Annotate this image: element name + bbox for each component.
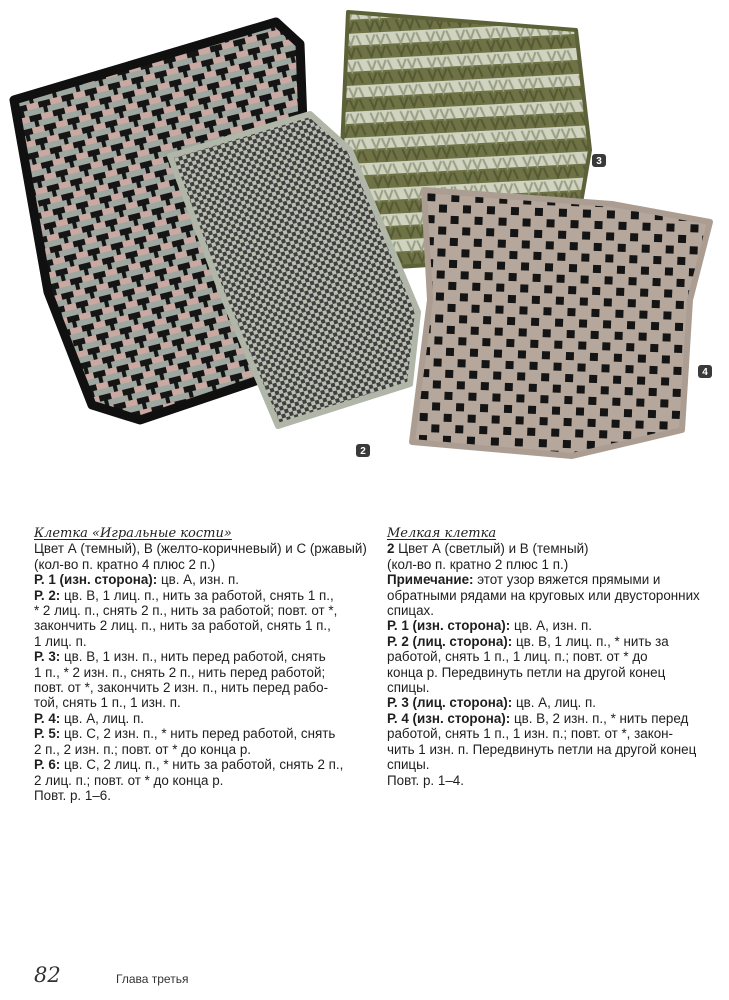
row-label: 2 [387,541,395,557]
row-label: Р. 3 (лиц. сторона): [387,695,513,711]
small-check-lines [387,541,722,788]
instruction-line [387,665,722,680]
small-check-instructions [387,526,722,788]
instruction-line [387,603,722,618]
line-text: цв. С, 2 лиц. п., * нить за работой, снять 2 п., [60,757,344,773]
instruction-line [34,726,374,741]
row-label: Р. 4: [34,710,61,726]
line-text: Цвет А (светлый) и В (темный) [394,541,589,557]
badge-2 [356,444,370,457]
instruction-line [34,742,374,757]
svg-text:3: 3 [596,156,602,167]
instruction-line [34,649,374,664]
instruction-line [387,757,722,772]
line-text: цв. А, лиц. п. [60,710,144,726]
row-label: Р. 1 (изн. сторона): [387,618,511,634]
small-check-title: Мелкая клетка [387,526,497,541]
line-text: цв. В, 1 лиц. п., нить за работой, снять 1 п., [60,587,334,603]
line-text: Повт. р. 1–4. [387,772,464,788]
line-text: конца р. Передвинуть петли на другой конец [387,664,666,680]
row-label: Р. 4 (изн. сторона): [387,710,511,726]
instruction-line [34,695,374,710]
row-label: Примечание: [387,572,474,588]
instruction-line [387,742,722,757]
line-text: Цвет А (темный), В (желто-коричневый) и С (ржавый) [34,541,367,557]
row-label: Р. 1 (изн. сторона): [34,572,158,588]
line-text: этот узор вяжется прямыми и [473,572,661,588]
badge-4 [698,365,712,378]
line-text: цв. В, 1 лиц. п., * нить за [512,633,669,649]
line-text: цв. В, 1 изн. п., нить перед работой, снять [60,649,326,665]
line-text: (кол-во п. кратно 2 плюс 1 п.) [387,556,569,572]
instruction-line [387,634,722,649]
line-text: работой, снять 1 п., 1 изн. п.; повт. от *, закон- [387,726,674,742]
instruction-line [387,541,722,556]
instruction-line [34,541,374,556]
instruction-line [387,588,722,603]
row-label: Р. 3: [34,649,61,665]
line-text: (кол-во п. кратно 4 плюс 2 п.) [34,556,216,572]
black-beige-check-swatch [412,190,710,456]
instruction-line [387,649,722,664]
line-text: спицах. [387,603,434,619]
line-text: Повт. р. 1–6. [34,787,111,803]
dice-check-lines [34,541,374,803]
line-text: 2 лиц. п.; повт. от * до конца р. [34,772,224,788]
instruction-line [387,680,722,695]
instruction-line [387,726,722,741]
instruction-line [34,757,374,772]
line-text: цв. А, изн. п. [510,618,592,634]
instruction-line [387,618,722,633]
line-text: * 2 лиц. п., снять 2 п., нить за работой; повт. от *, [34,603,338,619]
chapter-title: Глава третья [116,972,189,986]
instruction-line [34,711,374,726]
instruction-line [34,618,374,633]
row-label: Р. 2 (лиц. сторона): [387,633,513,649]
line-text: работой, снять 1 п., 1 лиц. п.; повт. от * до [387,649,648,665]
instruction-line [34,773,374,788]
line-text: цв. В, 2 изн. п., * нить перед [510,710,689,726]
line-text: 1 п., * 2 изн. п., снять 2 п., нить перед работой; [34,664,326,680]
line-text: той, снять 1 п., 1 изн. п. [34,695,181,711]
instruction-line [34,634,374,649]
dice-check-title: Клетка «Игральные кости» [34,526,232,541]
line-text: цв. А, лиц. п. [512,695,596,711]
line-text: повт. от *, закончить 2 изн. п., нить перед рабо- [34,680,329,696]
line-text: цв. А, изн. п. [157,572,239,588]
line-text: 2 п., 2 изн. п.; повт. от * до конца р. [34,741,251,757]
line-text: спицы. [387,680,430,696]
instruction-line [34,680,374,695]
instruction-line [34,603,374,618]
row-label: Р. 5: [34,726,61,742]
instruction-line [387,773,722,788]
line-text: спицы. [387,757,430,773]
instruction-line [387,711,722,726]
instruction-line [34,665,374,680]
svg-text:2: 2 [360,446,366,457]
instruction-line [387,695,722,710]
line-text: обратными рядами на круговых или двусторонних [387,587,700,603]
line-text: закончить 2 лиц. п., нить за работой, снять 1 п., [34,618,331,634]
line-text: чить 1 изн. п. Передвинуть петли на другой конец [387,741,697,757]
instruction-line [34,588,374,603]
instruction-line [34,557,374,572]
instruction-line [387,557,722,572]
instruction-line [387,572,722,587]
line-text: 1 лиц. п. [34,633,87,649]
dice-check-instructions [34,526,374,803]
row-label: Р. 2: [34,587,61,603]
page-number: 82 [34,963,61,987]
svg-text:4: 4 [702,367,708,378]
row-label: Р. 6: [34,757,61,773]
instruction-line [34,572,374,587]
line-text: цв. С, 2 изн. п., * нить перед работой, снять [60,726,336,742]
badge-3 [592,154,606,167]
instruction-line [34,788,374,803]
